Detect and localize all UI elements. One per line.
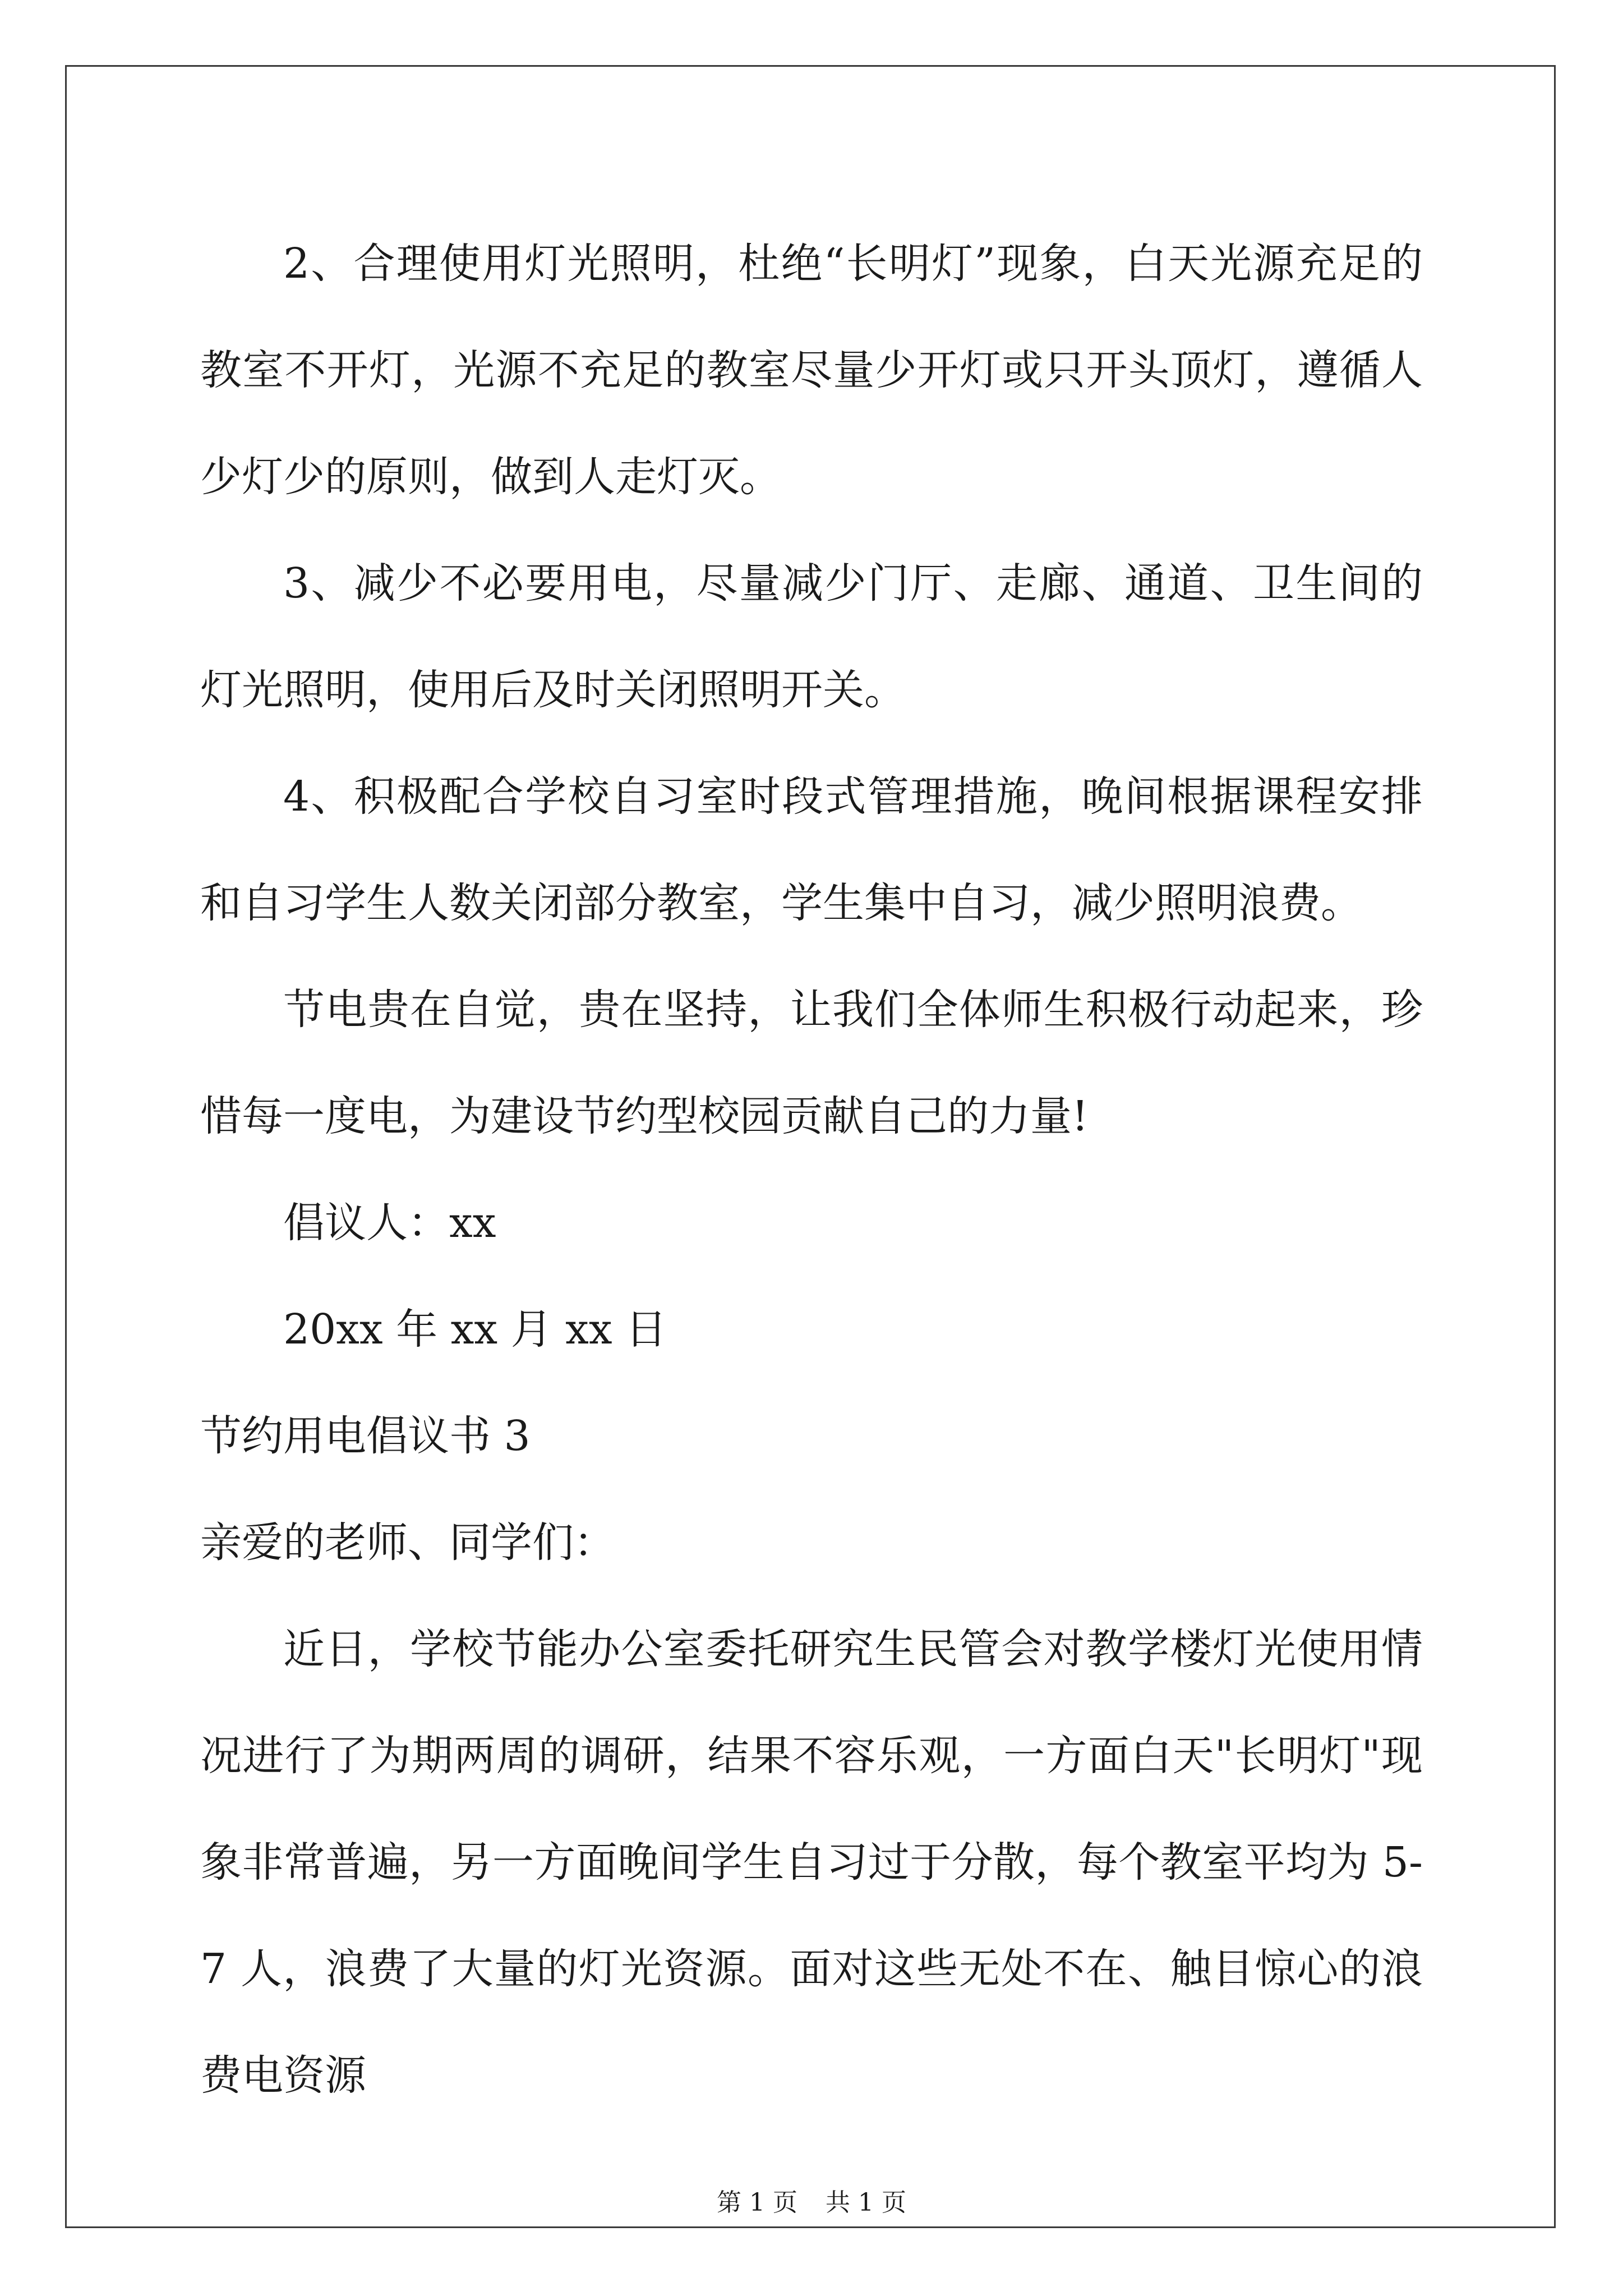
page-footer [0,2182,1623,2218]
document-body [200,210,1423,2129]
signature-line: 倡议人：xx [283,1199,496,1247]
paragraph-item-3: 3、减少不必要用电，尽量减少门厅、走廊、通道、卫生间的灯光照明，使用后及时关闭照明开关。 [200,559,1423,714]
page-number-current: 第 1 页 [717,2188,797,2217]
paragraph-intro: 近日，学校节能办公室委托研究生民管会对教学楼灯光使用情况进行了为期两周的调研，结果不容乐观，一方面白天"长明灯"现象非常普遍，另一方面晚间学生自习过于分散，每个教室平均为 5-7 人，浪费了大量的灯光资源。面对这些无处不在、触目惊心的浪费电资源 [200,1625,1423,2100]
paragraph-item-4: 4、积极配合学校自习室时段式管理措施，晚间根据课程安排和自习学生人数关闭部分教室，学生集中自习，减少照明浪费。 [200,772,1423,927]
paragraph-closing: 节电贵在自觉，贵在坚持，让我们全体师生积极行动起来，珍惜每一度电，为建设节约型校园贡献自己的力量! [200,986,1423,1140]
salutation: 亲爱的老师、同学们： [200,1519,615,1567]
paragraph-item-2: 2、合理使用灯光照明，杜绝“长明灯”现象，白天光源充足的教室不开灯，光源不充足的教室尽量少开灯或只开头顶灯，遵循人少灯少的原则，做到人走灯灭。 [200,240,1423,501]
date-line: 20xx 年 xx 月 xx 日 [283,1305,667,1354]
page-number-total: 共 1 页 [826,2188,906,2217]
section-title: 节约用电倡议书 3 [200,1412,531,1460]
